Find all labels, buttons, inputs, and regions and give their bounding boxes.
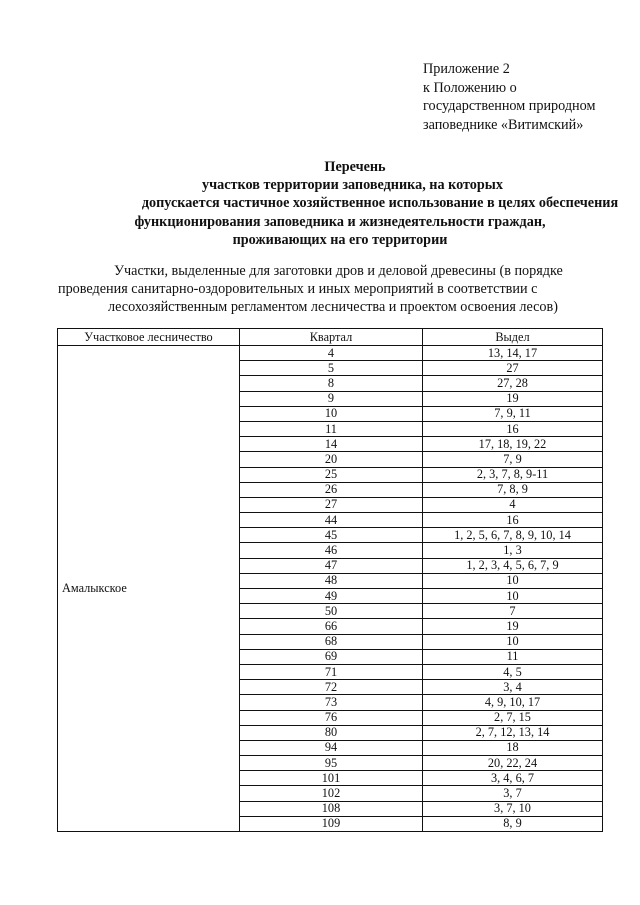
allotment-cell: 19 bbox=[423, 619, 603, 634]
header-quarter: Квартал bbox=[240, 329, 423, 346]
quarter-cell: 8 bbox=[240, 376, 423, 391]
table-row bbox=[58, 346, 603, 361]
allotment-cell: 2, 7, 15 bbox=[423, 710, 603, 725]
title-line: Перечень bbox=[324, 159, 386, 175]
quarter-cell: 50 bbox=[240, 604, 423, 619]
quarter-cell: 109 bbox=[240, 816, 423, 831]
allotment-cell: 4, 9, 10, 17 bbox=[423, 695, 603, 710]
quarter-cell: 102 bbox=[240, 786, 423, 801]
intro-paragraph bbox=[58, 262, 608, 316]
appendix-line: заповеднике «Витимский» bbox=[423, 116, 584, 133]
table-header-row bbox=[58, 329, 603, 346]
allotment-cell: 7, 9, 11 bbox=[423, 406, 603, 421]
allotment-cell: 19 bbox=[423, 391, 603, 406]
title-line: участков территории заповедника, на которых bbox=[202, 177, 503, 194]
allotment-cell: 16 bbox=[423, 421, 603, 436]
quarter-cell: 25 bbox=[240, 467, 423, 482]
allotment-cell: 3, 4, 6, 7 bbox=[423, 771, 603, 786]
quarter-cell: 71 bbox=[240, 664, 423, 679]
allotment-cell: 2, 3, 7, 8, 9-11 bbox=[423, 467, 603, 482]
header-district: Участковое лесничество bbox=[58, 329, 240, 346]
intro-line: лесохозяйственным регламентом лесничества и проектом освоения лесов) bbox=[108, 299, 558, 315]
quarter-cell: 73 bbox=[240, 695, 423, 710]
plots-table bbox=[57, 328, 603, 832]
allotment-cell: 10 bbox=[423, 634, 603, 649]
quarter-cell: 101 bbox=[240, 771, 423, 786]
allotment-cell: 18 bbox=[423, 740, 603, 755]
quarter-cell: 66 bbox=[240, 619, 423, 634]
quarter-cell: 27 bbox=[240, 497, 423, 512]
quarter-cell: 95 bbox=[240, 756, 423, 771]
header-allotment: Выдел bbox=[423, 329, 603, 346]
allotment-cell: 10 bbox=[423, 589, 603, 604]
quarter-cell: 94 bbox=[240, 740, 423, 755]
quarter-cell: 20 bbox=[240, 452, 423, 467]
table-body bbox=[58, 346, 603, 832]
allotment-cell: 3, 7 bbox=[423, 786, 603, 801]
allotment-cell: 4, 5 bbox=[423, 664, 603, 679]
quarter-cell: 11 bbox=[240, 421, 423, 436]
allotment-cell: 17, 18, 19, 22 bbox=[423, 437, 603, 452]
quarter-cell: 14 bbox=[240, 437, 423, 452]
allotment-cell: 7, 8, 9 bbox=[423, 482, 603, 497]
appendix-line: Приложение 2 bbox=[423, 61, 510, 77]
quarter-cell: 76 bbox=[240, 710, 423, 725]
quarter-cell: 44 bbox=[240, 513, 423, 528]
allotment-cell: 27, 28 bbox=[423, 376, 603, 391]
district-cell: Амалыкское bbox=[58, 346, 240, 832]
quarter-cell: 69 bbox=[240, 649, 423, 664]
title-line: функционирования заповедника и жизнедеятельности граждан, bbox=[134, 213, 546, 230]
allotment-cell: 10 bbox=[423, 573, 603, 588]
quarter-cell: 68 bbox=[240, 634, 423, 649]
quarter-cell: 45 bbox=[240, 528, 423, 543]
allotment-cell: 11 bbox=[423, 649, 603, 664]
allotment-cell: 1, 2, 5, 6, 7, 8, 9, 10, 14 bbox=[423, 528, 603, 543]
quarter-cell: 48 bbox=[240, 573, 423, 588]
quarter-cell: 108 bbox=[240, 801, 423, 816]
appendix-block bbox=[423, 60, 633, 134]
allotment-cell: 13, 14, 17 bbox=[423, 346, 603, 361]
allotment-cell: 4 bbox=[423, 497, 603, 512]
quarter-cell: 9 bbox=[240, 391, 423, 406]
quarter-cell: 47 bbox=[240, 558, 423, 573]
allotment-cell: 16 bbox=[423, 513, 603, 528]
title-line: допускается частичное хозяйственное использование в целях обеспечения bbox=[141, 195, 619, 212]
quarter-cell: 5 bbox=[240, 361, 423, 376]
allotment-cell: 8, 9 bbox=[423, 816, 603, 831]
intro-line: Участки, выделенные для заготовки дров и деловой древесины (в порядке bbox=[114, 263, 563, 279]
appendix-line: к Положению о bbox=[423, 79, 517, 96]
allotment-cell: 3, 4 bbox=[423, 680, 603, 695]
allotment-cell: 2, 7, 12, 13, 14 bbox=[423, 725, 603, 740]
allotment-cell: 20, 22, 24 bbox=[423, 756, 603, 771]
quarter-cell: 46 bbox=[240, 543, 423, 558]
allotment-cell: 1, 3 bbox=[423, 543, 603, 558]
quarter-cell: 49 bbox=[240, 589, 423, 604]
allotment-cell: 7 bbox=[423, 604, 603, 619]
quarter-cell: 26 bbox=[240, 482, 423, 497]
quarter-cell: 80 bbox=[240, 725, 423, 740]
quarter-cell: 10 bbox=[240, 406, 423, 421]
allotment-cell: 3, 7, 10 bbox=[423, 801, 603, 816]
document-title bbox=[60, 158, 620, 249]
intro-line: проведения санитарно-оздоровительных и иных мероприятий в соответствии с bbox=[58, 281, 538, 297]
allotment-cell: 1, 2, 3, 4, 5, 6, 7, 9 bbox=[423, 558, 603, 573]
allotment-cell: 27 bbox=[423, 361, 603, 376]
title-line: проживающих на его территории bbox=[232, 231, 448, 248]
quarter-cell: 4 bbox=[240, 346, 423, 361]
quarter-cell: 72 bbox=[240, 680, 423, 695]
appendix-line: государственном природном bbox=[423, 98, 596, 114]
allotment-cell: 7, 9 bbox=[423, 452, 603, 467]
